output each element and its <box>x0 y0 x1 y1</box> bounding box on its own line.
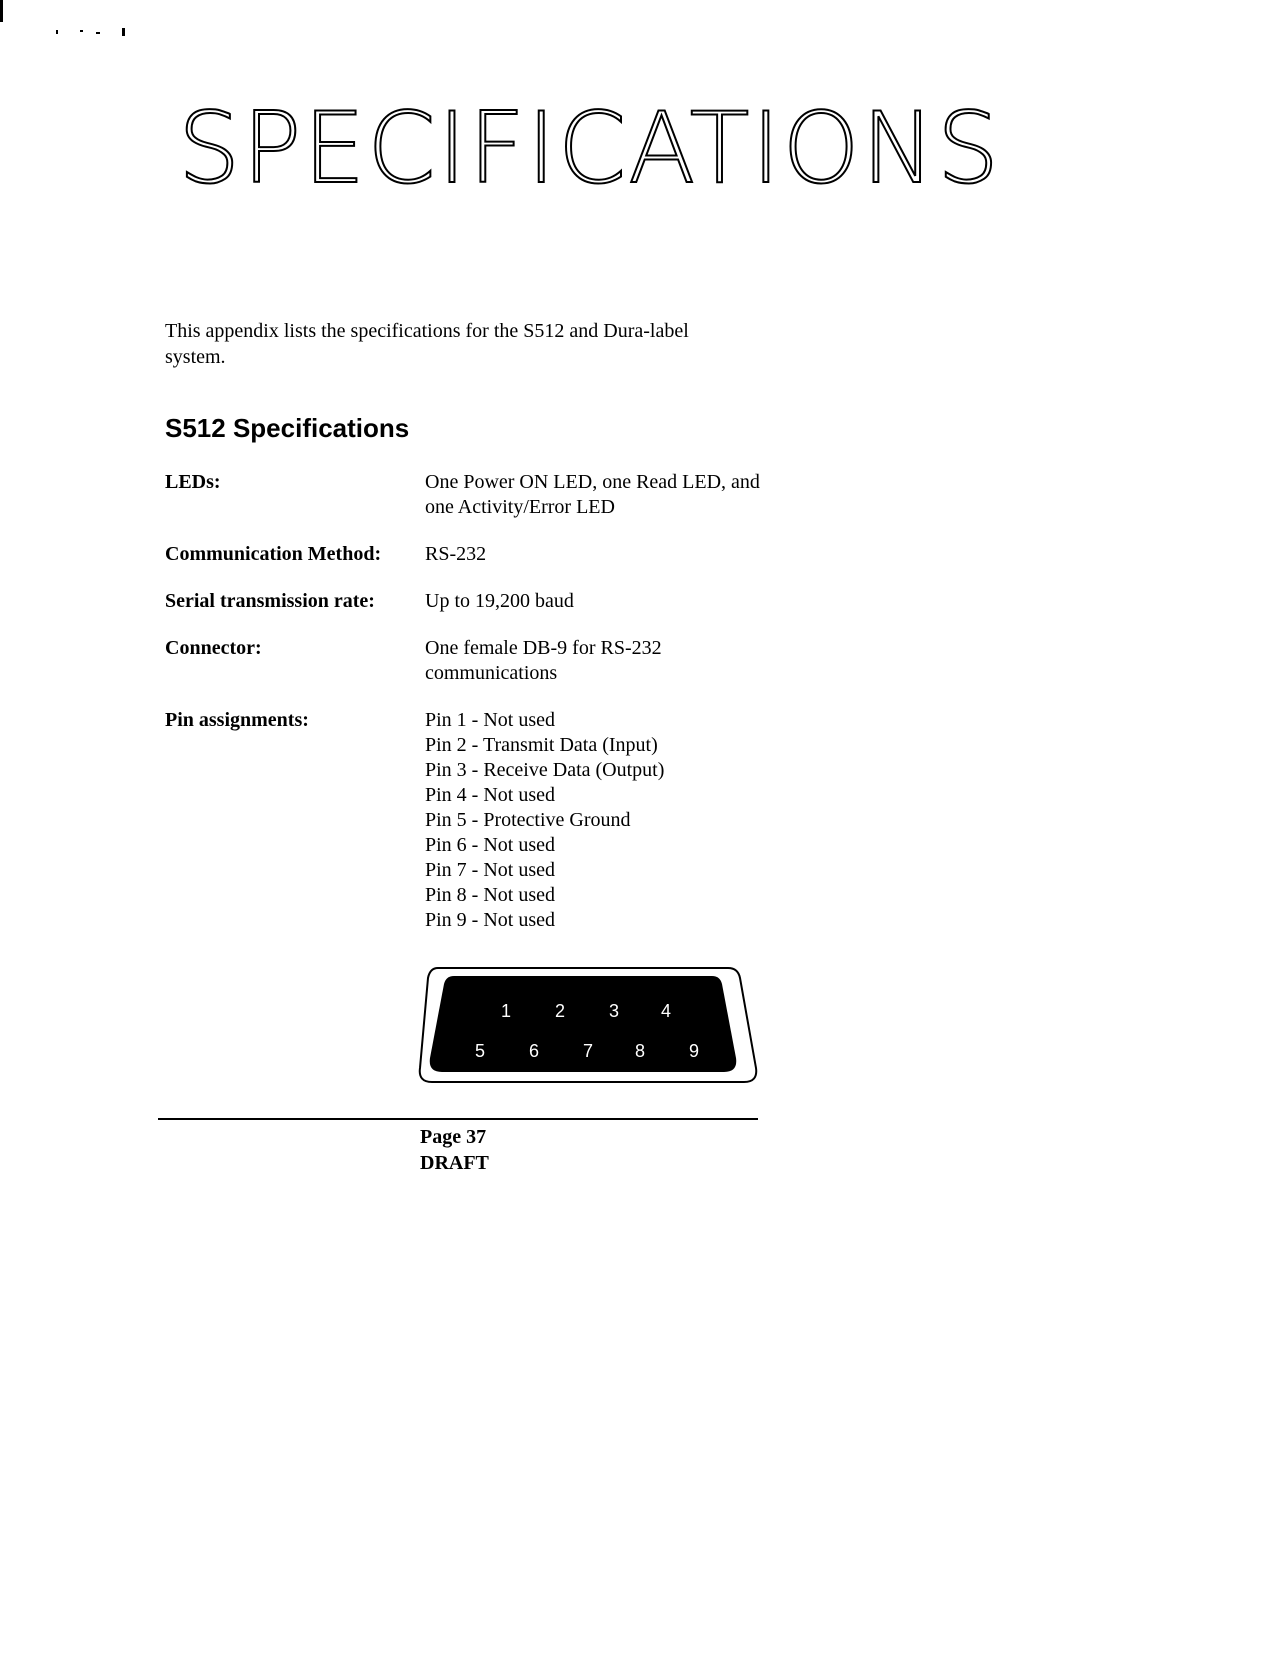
page-number: Page 37 <box>420 1126 487 1148</box>
spec-value: Up to 19,200 baud <box>425 590 574 612</box>
spec-label: Serial transmission rate: <box>165 590 375 612</box>
pin-number: 3 <box>608 1001 620 1021</box>
spec-row-connector <box>165 636 785 686</box>
pin-number: 1 <box>500 1001 512 1021</box>
spec-label: Connector: <box>165 637 262 659</box>
spec-table <box>165 470 785 955</box>
spec-row-communication <box>165 542 785 567</box>
draft-label: DRAFT <box>420 1152 489 1174</box>
pin-item: Pin 3 - Receive Data (Output) <box>425 759 665 781</box>
pin-number: 9 <box>688 1041 700 1061</box>
spec-row-transmission-rate <box>165 589 785 614</box>
spec-value: One Power ON LED, one Read LED, and one Activity/Error LED <box>425 471 760 518</box>
footer-rule <box>158 1118 758 1120</box>
scan-artifacts <box>0 0 200 50</box>
pin-number: 7 <box>582 1041 594 1061</box>
pin-number: 6 <box>528 1041 540 1061</box>
spec-value: RS-232 <box>425 543 487 565</box>
pin-number: 8 <box>634 1041 646 1061</box>
spec-value <box>425 708 765 933</box>
pin-item: Pin 6 - Not used <box>425 834 555 856</box>
footer <box>420 1124 489 1176</box>
pin-item: Pin 7 - Not used <box>425 859 555 881</box>
spec-label: LEDs: <box>165 471 221 493</box>
db9-connector-diagram <box>418 960 758 1085</box>
spec-row-pins <box>165 708 785 933</box>
pin-number: 2 <box>554 1001 566 1021</box>
spec-value: One female DB-9 for RS-232 communications <box>425 637 662 684</box>
pin-item: Pin 5 - Protective Ground <box>425 809 631 831</box>
intro-text-end: system. <box>165 346 226 368</box>
pin-number: 5 <box>474 1041 486 1061</box>
pin-item: Pin 2 - Transmit Data (Input) <box>425 734 658 756</box>
spec-label: Pin assignments: <box>165 709 309 731</box>
pin-list <box>425 708 765 933</box>
spec-label: Communication Method: <box>165 543 382 565</box>
pin-item: Pin 9 - Not used <box>425 909 555 931</box>
section-heading: S512 Specifications <box>165 413 410 443</box>
pin-item: Pin 4 - Not used <box>425 784 555 806</box>
intro-text: This appendix lists the specifications for the S512 and Dura-label <box>165 320 689 342</box>
intro-paragraph <box>165 318 765 370</box>
pin-item: Pin 8 - Not used <box>425 884 555 906</box>
spec-row-leds <box>165 470 785 520</box>
pin-item: Pin 1 - Not used <box>425 709 555 731</box>
pin-number: 4 <box>660 1001 672 1021</box>
page-title: SPECIFICATIONS <box>178 92 1002 206</box>
